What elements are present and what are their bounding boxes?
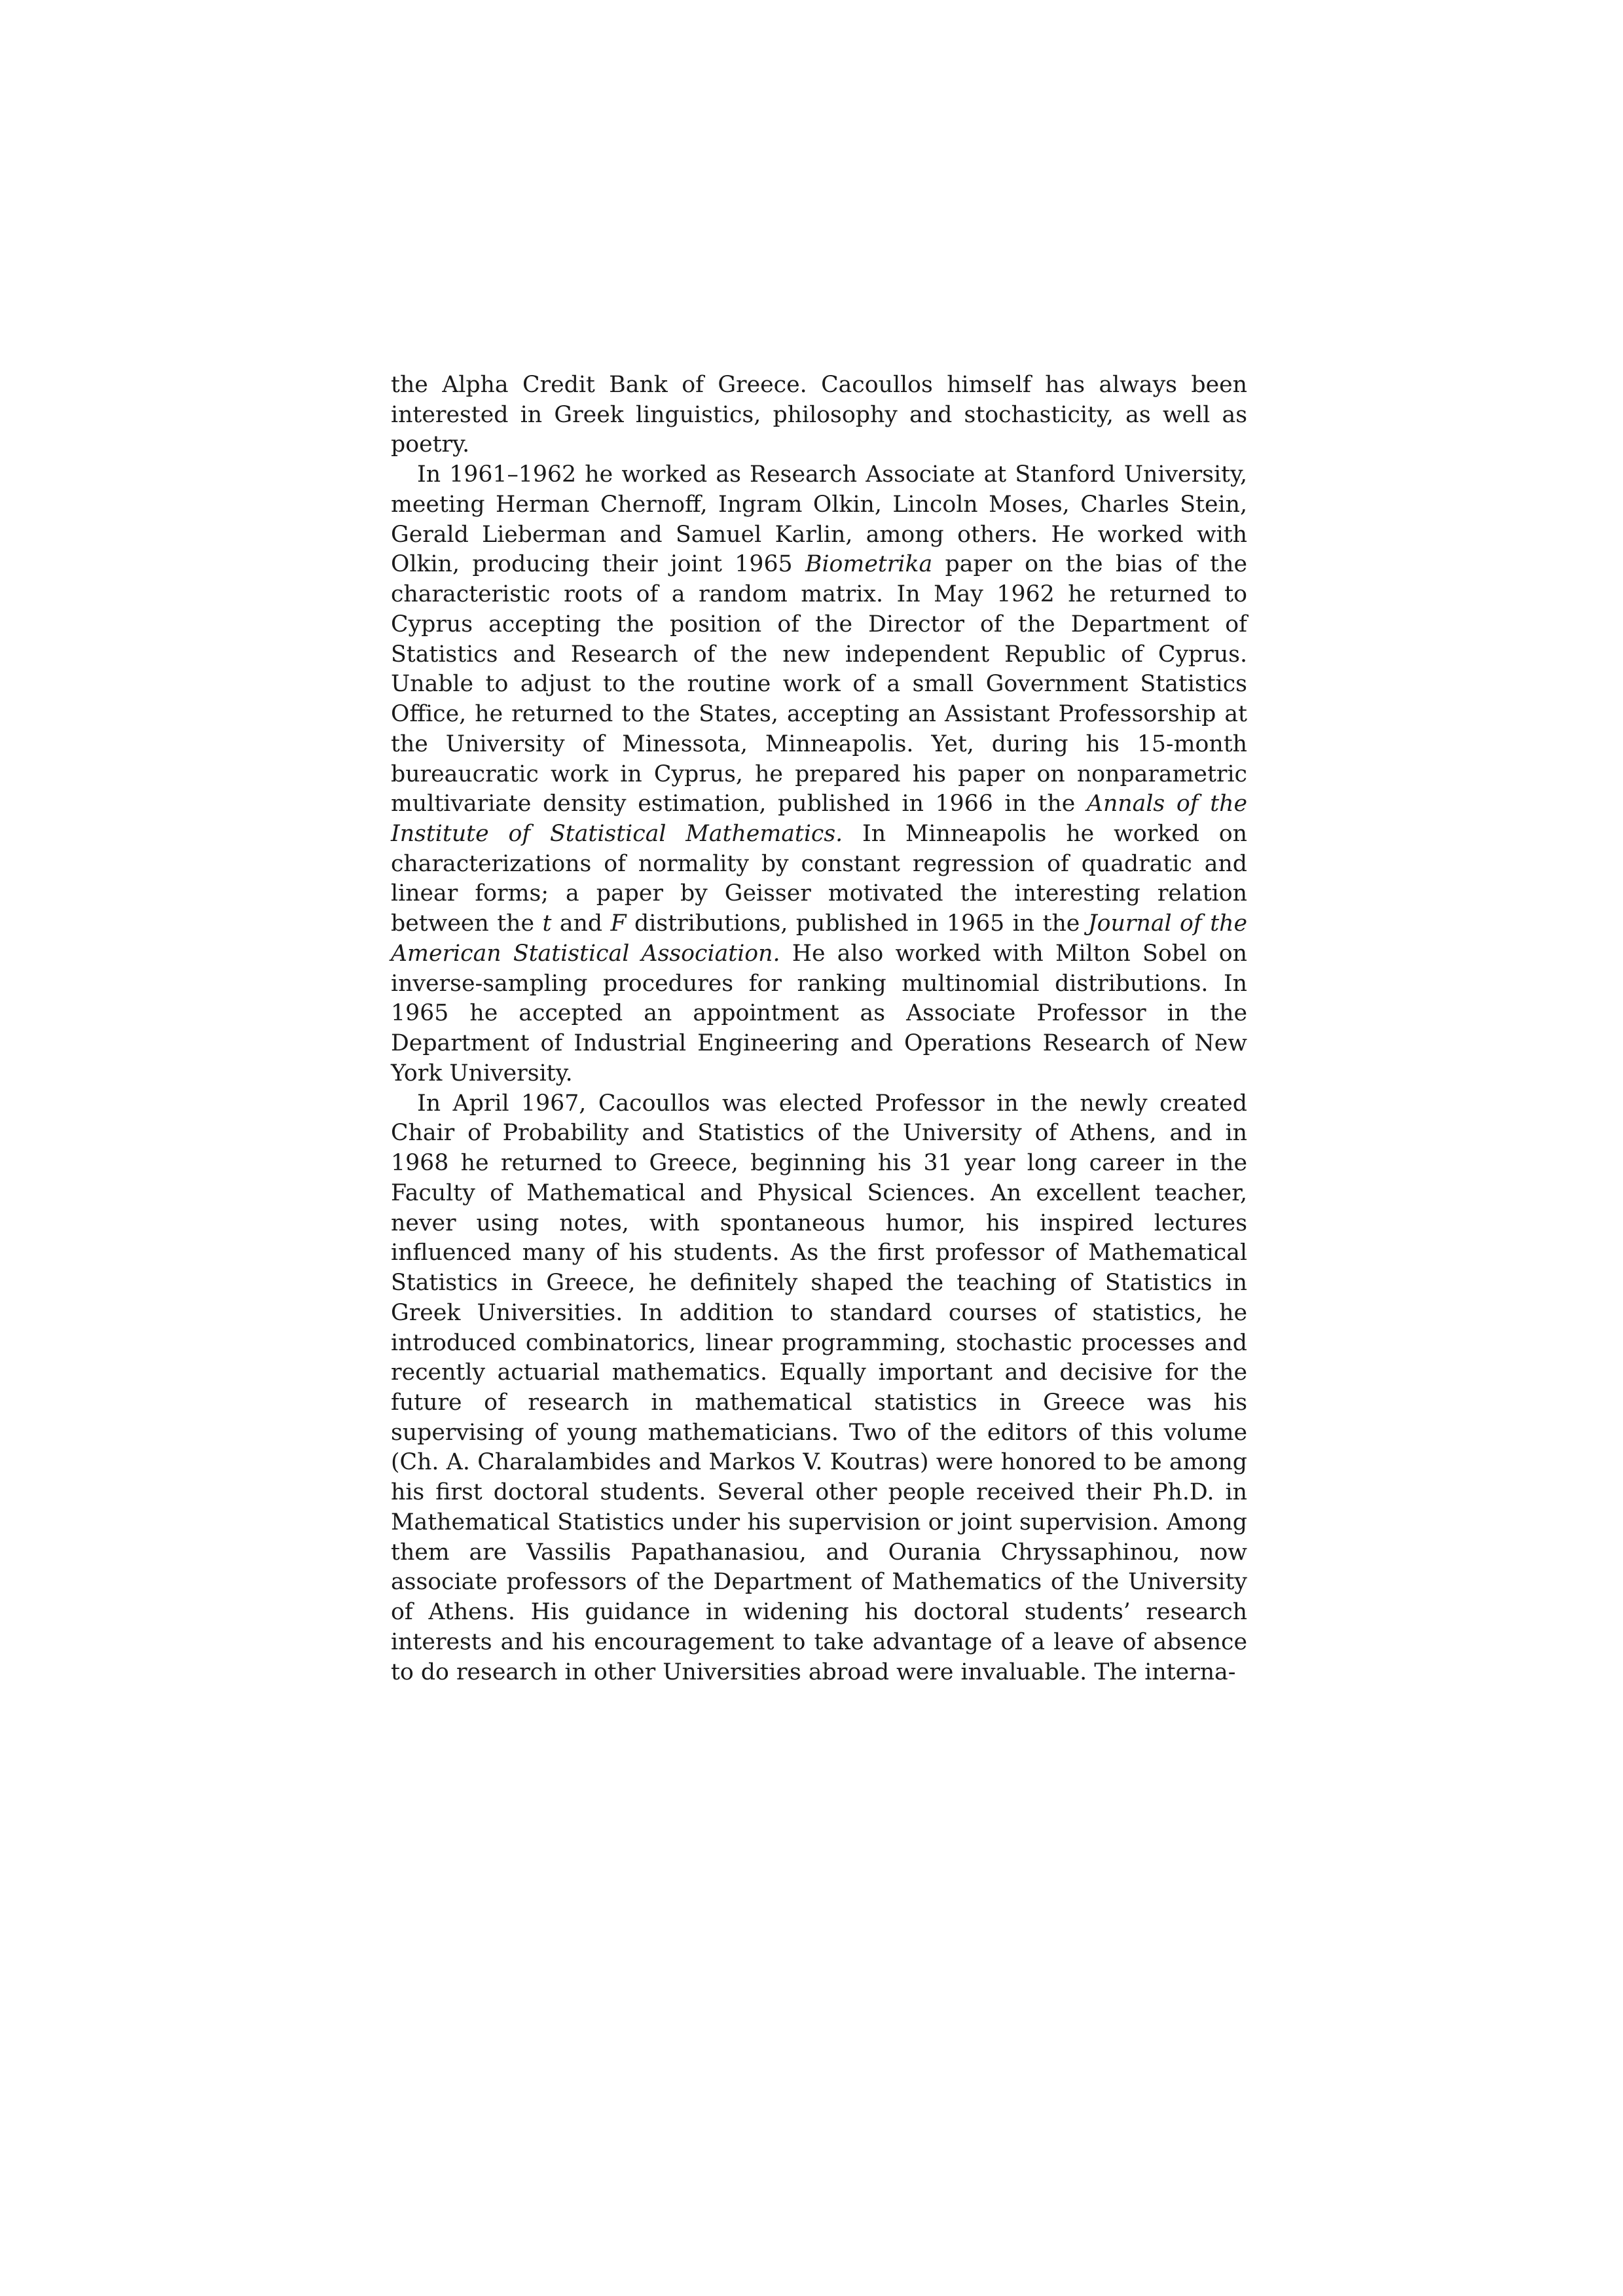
body-text xyxy=(391,370,1247,1687)
italic-text: Journal of the American Statistical Association. xyxy=(391,910,1247,967)
paragraph-text: In Minneapolis he worked on characterizations of normality by constant regression of quadratic and linear forms; a paper by Geisser motivated the interesting relation between the xyxy=(391,821,1247,937)
italic-text: t xyxy=(542,910,552,937)
paragraph-text: He also worked with Milton Sobel on inverse-sampling procedures for ranking multinomial distributions. In 1965 he accepted an appointment as Associate Professor in the Department of Industrial Engineering and Operations Research of New York University. xyxy=(391,940,1247,1086)
paragraph-text: In 1961–1962 he worked as Research Associate at Stanford University, meeting Herman Chernoff, Ingram Olkin, Lincoln Moses, Charles Stein, Gerald Lieberman and Samuel Karlin, among others. He worked with Olkin, producing their joint 1965 xyxy=(391,461,1247,578)
paragraph-text: distributions, published in 1965 in the xyxy=(626,910,1088,937)
paragraph-p1 xyxy=(391,370,1247,460)
paragraph-p2 xyxy=(391,460,1247,1088)
italic-text: F xyxy=(610,910,627,937)
paragraph-text: the Alpha Credit Bank of Greece. Cacoullos himself has always been interested in Greek linguistics, philosophy and stochasticity, as well as poetry. xyxy=(391,372,1247,458)
paragraph-text: In April 1967, Cacoullos was elected Professor in the newly created Chair of Probability and Statistics of the University of Athens, and in 1968 he returned to Greece, beginning his 31 year long career in the Faculty of Mathematical and Physical Sciences. An excellent teacher, never using notes, with spontaneous humor, his inspired lectures influenced many of his students. As the first professor of Mathematical Statistics in Greece, he definitely shaped the teaching of Statistics in Greek Universities. In addition to standard courses of statistics, he introduced combinatorics, linear programming, stochastic processes and recently actuarial mathematics. Equally important and decisive for the future of research in mathematical statistics in Greece was his supervising of young mathematicians. Two of the editors of this volume (Ch. A. Charalambides and Markos V. Koutras) were honored to be among his first doctoral students. Several other people received their Ph.D. in Mathematical Statistics under his supervision or joint supervision. Among them are Vassilis Papathanasiou, and Ourania Chryssaphinou, now associate professors of the Department of Mathematics of the University of Athens. His guidance in widening his doctoral students’ research interests and his encouragement to take advantage of a leave of absence to do research in other Universities abroad were invaluable. The interna- xyxy=(391,1090,1247,1685)
italic-text: Biometrika xyxy=(805,551,933,578)
paragraph-p3 xyxy=(391,1089,1247,1688)
paragraph-text: paper on the bias of the characteristic roots of a random matrix. In May 1962 he returned to Cyprus accepting the position of the Director of the Department of Statistics and Research of the new independent Republic of Cyprus. Unable to adjust to the routine work of a small Government Statistics Office, he returned to the States, accepting an Assistant Professorship at the University of Minessota, Minneapolis. Yet, during his 15-month bureaucratic work in Cyprus, he prepared his paper on nonparametric multivariate density estimation, published in 1966 in the xyxy=(391,551,1247,817)
paragraph-text: and xyxy=(551,910,611,937)
italic-text: Annals of the Institute of Statistical Mathematics. xyxy=(391,791,1248,848)
